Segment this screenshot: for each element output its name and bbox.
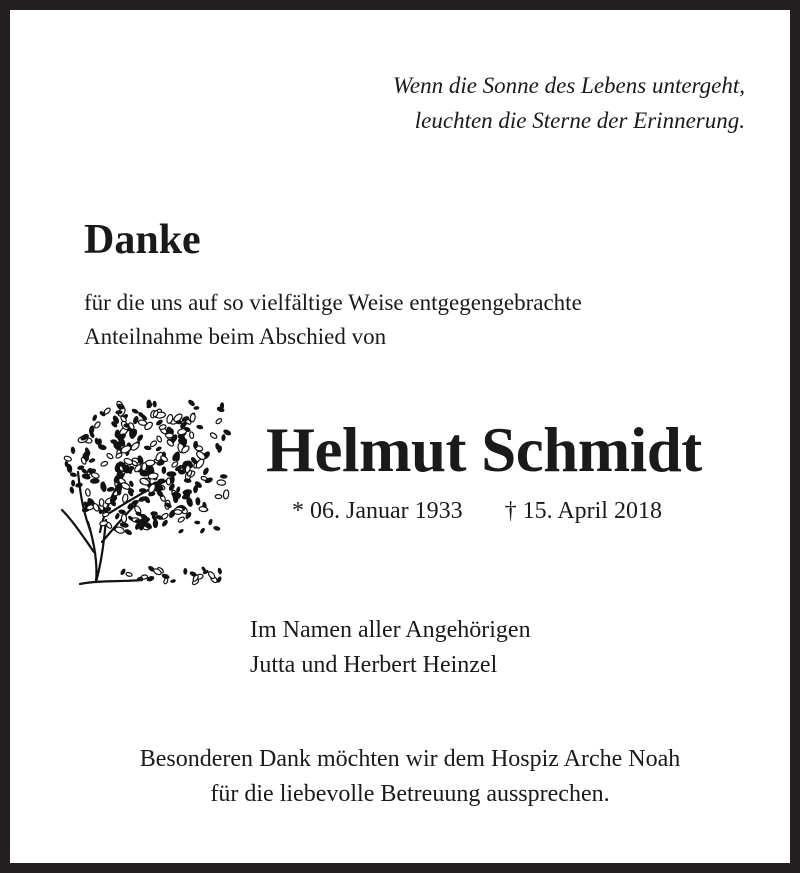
family-signature	[250, 613, 531, 683]
quote-line-1: Wenn die Sonne des Lebens untergeht,	[392, 73, 745, 98]
closing-thanks	[10, 742, 800, 812]
birth-date: * 06. Januar 1933	[292, 498, 463, 524]
quote-line-2: leuchten die Sterne der Erinnerung.	[414, 108, 745, 133]
death-date: † 15. April 2018	[504, 498, 662, 524]
family-line-1: Im Namen aller Angehörigen	[250, 617, 531, 643]
memorial-quote	[393, 68, 745, 138]
closing-line-2: für die liebevolle Betreuung aussprechen.	[210, 781, 610, 807]
tree-with-falling-leaves-icon	[50, 382, 234, 588]
thanks-heading: Danke	[84, 217, 201, 263]
deceased-name: Helmut Schmidt	[266, 415, 702, 485]
intro-line-1: für die uns auf so vielfältige Weise entgegengebrachte	[84, 290, 582, 315]
life-dates	[292, 494, 662, 528]
intro-line-2: Anteilnahme beim Abschied von	[84, 324, 387, 349]
closing-line-1: Besonderen Dank möchten wir dem Hospiz Arche Noah	[139, 746, 681, 772]
family-line-2: Jutta und Herbert Heinzel	[250, 652, 498, 678]
intro-text	[84, 286, 582, 354]
